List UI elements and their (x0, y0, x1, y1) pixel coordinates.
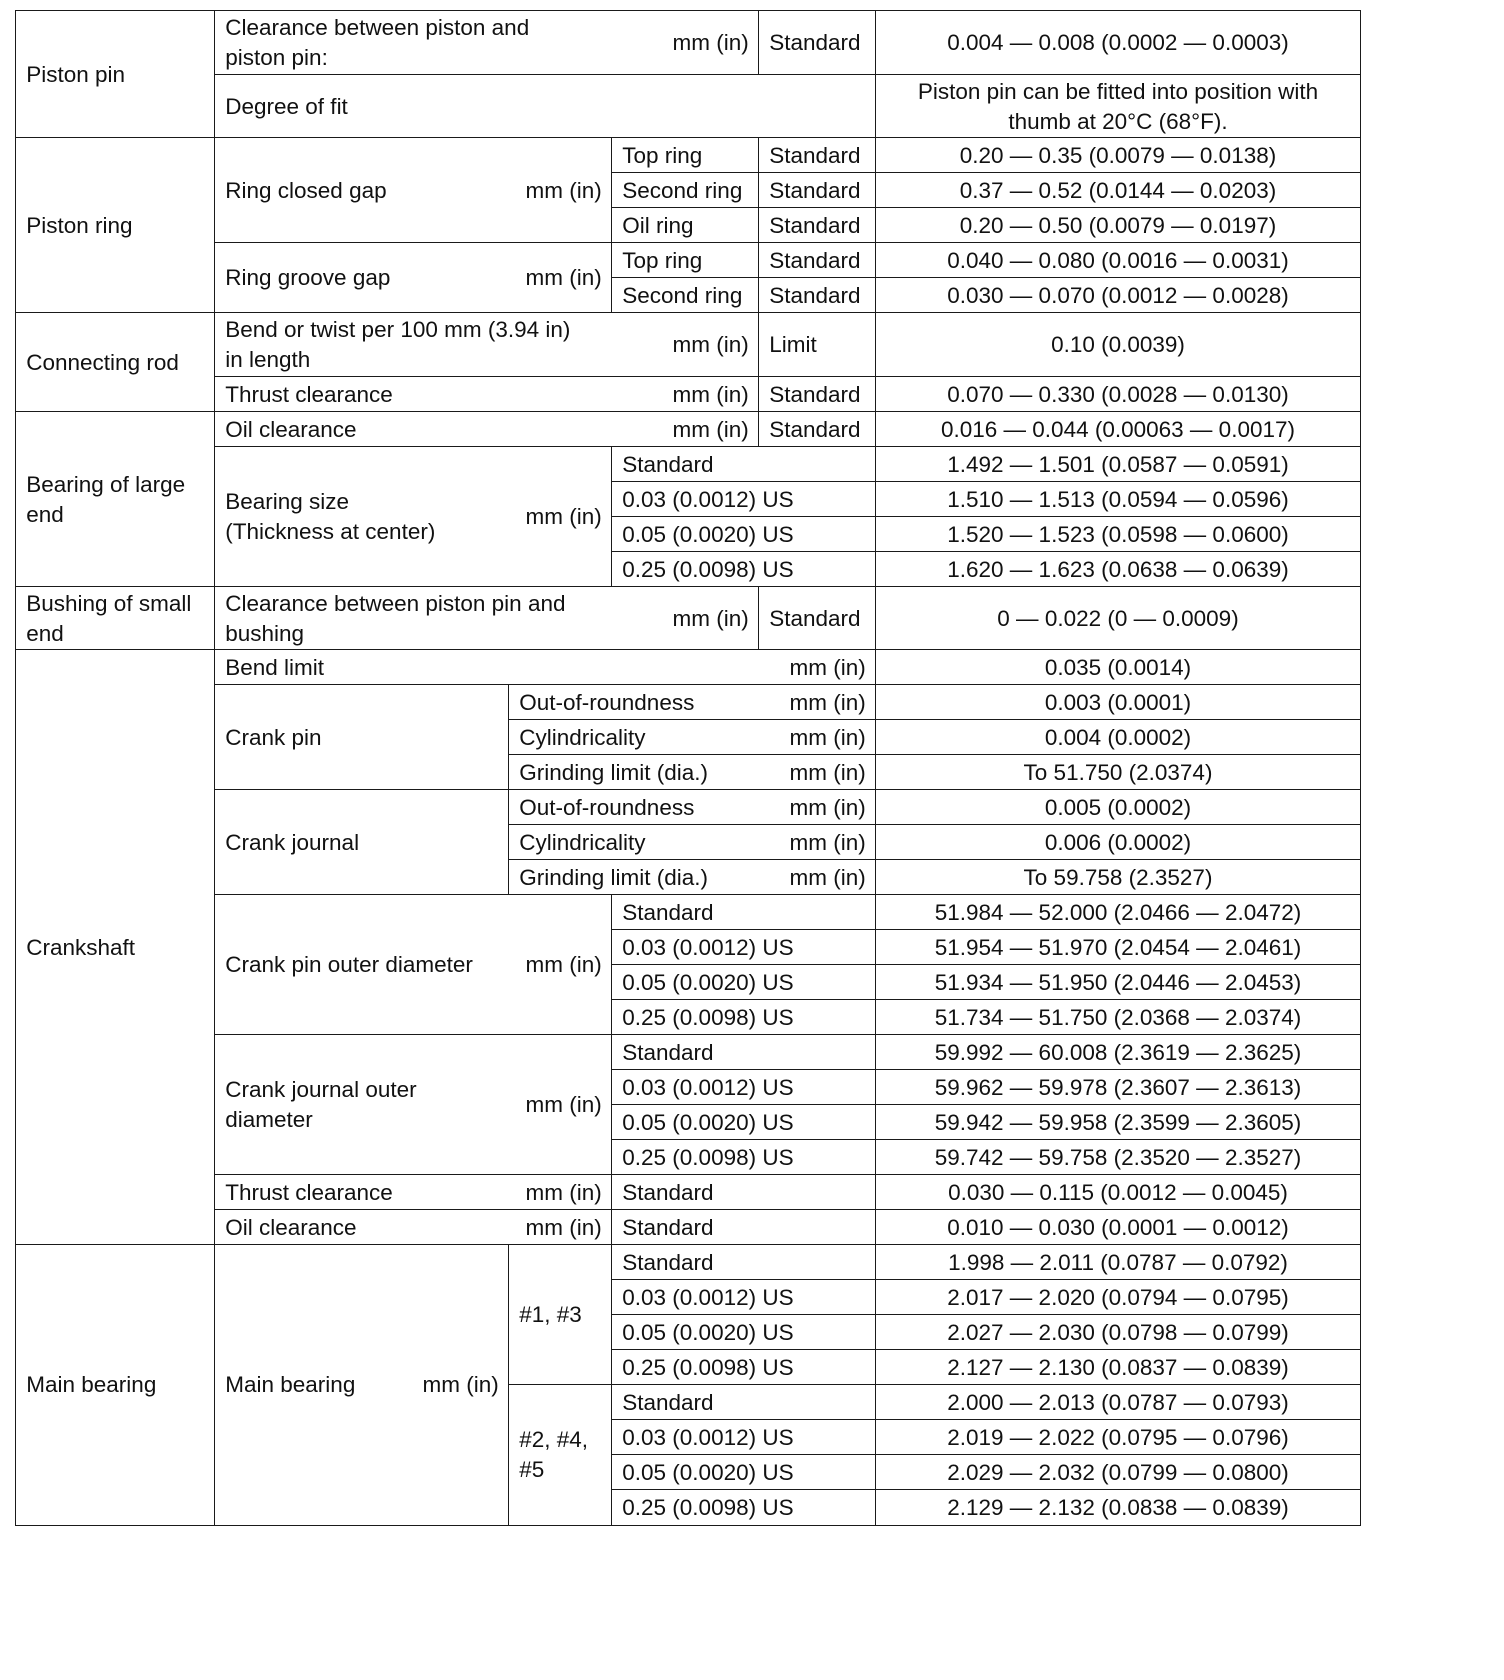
unit-label: mm (in) (789, 829, 866, 855)
crank-journal-label: Crank journal (214, 789, 510, 896)
crank-pin-item (508, 754, 877, 791)
ring-name: Top ring (611, 242, 760, 279)
crank-pin-label: Crank pin (214, 684, 510, 791)
crankshaft-oil-label-text: Oil clearance (225, 1214, 357, 1240)
specification-table (16, 11, 1465, 1640)
ring-type: Standard (758, 277, 877, 314)
crank-journal-od-value: 59.992 — 60.008 (2.3619 — 2.3625) (875, 1034, 1361, 1071)
main-bearing-value: 2.127 — 2.130 (0.0837 — 0.0839) (875, 1349, 1361, 1386)
crankshaft-thrust-label-text: Thrust clearance (225, 1179, 393, 1205)
ring-value: 0.040 — 0.080 (0.0016 — 0.0031) (875, 242, 1361, 279)
main-bearing-value: 2.129 — 2.132 (0.0838 — 0.0839) (875, 1489, 1361, 1526)
crank-pin-item (508, 719, 877, 756)
crank-journal-value: 0.005 (0.0002) (875, 789, 1361, 826)
unit-label: mm (in) (525, 177, 602, 203)
large-end-grade: 0.05 (0.0020) US (611, 516, 877, 553)
ring-name: Second ring (611, 172, 760, 209)
ring-name: Oil ring (611, 207, 760, 244)
large-end-grade: Standard (611, 446, 877, 483)
main-bearing-value: 2.000 — 2.013 (0.0787 — 0.0793) (875, 1384, 1361, 1421)
rod-bend-label-text: Bend or twist per 100 mm (3.94 in) in length (225, 317, 571, 372)
crank-pin-od-label-text: Crank pin outer diameter (225, 952, 473, 977)
crank-journal-od-grade: 0.03 (0.0012) US (611, 1069, 877, 1106)
main-bearing-grade: 0.25 (0.0098) US (611, 1489, 877, 1526)
crank-pin-od-grade: 0.03 (0.0012) US (611, 929, 877, 966)
section-label-small-end: Bushing of small end (15, 586, 216, 651)
unit-label: mm (in) (789, 724, 866, 750)
section-label-piston-pin: Piston pin (15, 10, 216, 139)
main-bearing-grade: Standard (611, 1384, 877, 1421)
unit-label: mm (in) (789, 794, 866, 820)
main-bearing-grade: 0.03 (0.0012) US (611, 1279, 877, 1316)
large-end-value: 1.620 — 1.623 (0.0638 — 0.0639) (875, 551, 1361, 588)
large-end-oil-value: 0.016 — 0.044 (0.00063 — 0.0017) (875, 411, 1361, 448)
crank-journal-item (508, 859, 877, 896)
crank-pin-value: 0.003 (0.0001) (875, 684, 1361, 721)
crank-journal-od-value: 59.962 — 59.978 (2.3607 — 2.3613) (875, 1069, 1361, 1106)
crank-pin-od-value: 51.934 — 51.950 (2.0446 — 2.0453) (875, 964, 1361, 1001)
ring-type: Standard (758, 207, 877, 244)
large-end-oil-type: Standard (758, 411, 877, 448)
unit-label: mm (in) (672, 416, 749, 442)
unit-label: mm (in) (672, 381, 749, 407)
main-bearing-value: 2.019 — 2.022 (0.0795 — 0.0796) (875, 1419, 1361, 1456)
crank-pin-od-value: 51.734 — 51.750 (2.0368 — 2.0374) (875, 999, 1361, 1036)
section-label-large-end: Bearing of large end (15, 411, 216, 588)
crank-journal-od-grade: 0.25 (0.0098) US (611, 1139, 877, 1176)
unit-label: mm (in) (672, 332, 749, 357)
crankshaft-oil-type: Standard (611, 1209, 877, 1246)
large-end-value: 1.492 — 1.501 (0.0587 — 0.0591) (875, 446, 1361, 483)
section-label-main-bearing: Main bearing (15, 1244, 216, 1526)
piston-pin-fit-value: Piston pin can be fitted into position with thumb at 20°C (68°F). (875, 74, 1361, 139)
main-bearing-value: 2.027 — 2.030 (0.0798 — 0.0799) (875, 1314, 1361, 1351)
unit-label: mm (in) (525, 1179, 602, 1205)
crank-journal-value: 0.006 (0.0002) (875, 824, 1361, 861)
unit-label: mm (in) (789, 759, 866, 785)
unit-label: mm (in) (789, 689, 866, 715)
crank-journal-item-text: Out-of-roundness (519, 794, 695, 820)
unit-label: mm (in) (525, 265, 602, 290)
piston-pin-clearance-label-text: Clearance between piston and piston pin: (225, 15, 530, 70)
large-end-size-label (214, 446, 613, 588)
small-end-value: 0 — 0.022 (0 — 0.0009) (875, 586, 1361, 651)
section-label-crankshaft: Crankshaft (15, 649, 216, 1246)
crankshaft-thrust-value: 0.030 — 0.115 (0.0012 — 0.0045) (875, 1174, 1361, 1211)
piston-pin-fit-label: Degree of fit (214, 74, 877, 139)
unit-label: mm (in) (422, 1372, 499, 1397)
rod-thrust-label-text: Thrust clearance (225, 381, 393, 407)
main-bearing-item-label (214, 1244, 510, 1526)
piston-pin-clearance-value: 0.004 — 0.008 (0.0002 — 0.0003) (875, 10, 1361, 76)
rod-thrust-value: 0.070 — 0.330 (0.0028 — 0.0130) (875, 376, 1361, 413)
ring-groove-gap-label-text: Ring groove gap (225, 265, 391, 290)
main-bearing-item-label-text: Main bearing (225, 1372, 356, 1397)
crankshaft-oil-label (214, 1209, 613, 1246)
unit-label: mm (in) (525, 1214, 602, 1240)
small-end-clearance-label-text: Clearance between piston pin and bushing (225, 590, 566, 646)
crank-journal-od-value: 59.742 — 59.758 (2.3520 — 2.3527) (875, 1139, 1361, 1176)
unit-label: mm (in) (672, 605, 749, 631)
crankshaft-oil-value: 0.010 — 0.030 (0.0001 — 0.0012) (875, 1209, 1361, 1246)
crank-journal-od-value: 59.942 — 59.958 (2.3599 — 2.3605) (875, 1104, 1361, 1141)
main-bearing-grade: 0.03 (0.0012) US (611, 1419, 877, 1456)
large-end-grade: 0.25 (0.0098) US (611, 551, 877, 588)
small-end-type: Standard (758, 586, 877, 651)
main-bearing-grade: 0.05 (0.0020) US (611, 1454, 877, 1491)
small-end-clearance-label (214, 586, 760, 651)
large-end-size-label-text: Bearing size (Thickness at center) (225, 489, 436, 544)
crank-pin-od-grade: 0.25 (0.0098) US (611, 999, 877, 1036)
rod-thrust-label (214, 376, 760, 413)
ring-name: Second ring (611, 277, 760, 314)
large-end-value: 1.510 — 1.513 (0.0594 — 0.0596) (875, 481, 1361, 518)
rod-thrust-type: Standard (758, 376, 877, 413)
crank-journal-item-text: Cylindricality (519, 829, 646, 855)
crank-journal-od-label (214, 1034, 613, 1176)
main-bearing-value: 2.029 — 2.032 (0.0799 — 0.0800) (875, 1454, 1361, 1491)
large-end-oil-label (214, 411, 760, 448)
unit-label: mm (in) (525, 952, 602, 977)
crankshaft-bend-label (214, 649, 877, 686)
crankshaft-thrust-type: Standard (611, 1174, 877, 1211)
crank-pin-item-text: Grinding limit (dia.) (519, 759, 709, 785)
ring-name: Top ring (611, 137, 760, 174)
crank-pin-value: 0.004 (0.0002) (875, 719, 1361, 756)
piston-pin-clearance-type: Standard (758, 10, 877, 76)
rod-bend-label (214, 312, 760, 378)
main-bearing-value: 1.998 — 2.011 (0.0787 — 0.0792) (875, 1244, 1361, 1281)
unit-label: mm (in) (789, 864, 866, 890)
section-label-piston-ring: Piston ring (15, 137, 216, 314)
crank-pin-item-text: Out-of-roundness (519, 689, 695, 715)
ring-type: Standard (758, 172, 877, 209)
section-label-connecting-rod: Connecting rod (15, 312, 216, 413)
ring-type: Standard (758, 137, 877, 174)
ring-closed-gap-label-text: Ring closed gap (225, 177, 387, 203)
ring-value: 0.20 — 0.35 (0.0079 — 0.0138) (875, 137, 1361, 174)
large-end-grade: 0.03 (0.0012) US (611, 481, 877, 518)
crank-journal-value: To 59.758 (2.3527) (875, 859, 1361, 896)
ring-closed-gap-label (214, 137, 613, 244)
crank-pin-od-grade: Standard (611, 894, 877, 931)
main-bearing-value: 2.017 — 2.020 (0.0794 — 0.0795) (875, 1279, 1361, 1316)
main-bearing-group-2: #2, #4, #5 (508, 1384, 613, 1526)
main-bearing-group-1: #1, #3 (508, 1244, 613, 1386)
large-end-value: 1.520 — 1.523 (0.0598 — 0.0600) (875, 516, 1361, 553)
crank-journal-od-grade: Standard (611, 1034, 877, 1071)
unit-label: mm (in) (672, 30, 749, 55)
crank-pin-od-value: 51.984 — 52.000 (2.0466 — 2.0472) (875, 894, 1361, 931)
rod-bend-type: Limit (758, 312, 877, 378)
unit-label: mm (in) (525, 504, 602, 529)
crank-journal-item (508, 824, 877, 861)
crankshaft-bend-label-text: Bend limit (225, 654, 325, 680)
ring-type: Standard (758, 242, 877, 279)
crank-pin-item-text: Cylindricality (519, 724, 646, 750)
large-end-oil-label-text: Oil clearance (225, 416, 357, 442)
crankshaft-thrust-label (214, 1174, 613, 1211)
crank-pin-value: To 51.750 (2.0374) (875, 754, 1361, 791)
ring-groove-gap-label (214, 242, 613, 314)
ring-value: 0.20 — 0.50 (0.0079 — 0.0197) (875, 207, 1361, 244)
crank-pin-item (508, 684, 877, 721)
ring-value: 0.37 — 0.52 (0.0144 — 0.0203) (875, 172, 1361, 209)
crank-journal-item-text: Grinding limit (dia.) (519, 864, 709, 890)
crank-pin-od-value: 51.954 — 51.970 (2.0454 — 2.0461) (875, 929, 1361, 966)
unit-label: mm (in) (789, 654, 866, 680)
ring-value: 0.030 — 0.070 (0.0012 — 0.0028) (875, 277, 1361, 314)
unit-label: mm (in) (525, 1092, 602, 1117)
crank-journal-item (508, 789, 877, 826)
crank-pin-od-label (214, 894, 613, 1036)
main-bearing-grade: Standard (611, 1244, 877, 1281)
main-bearing-grade: 0.05 (0.0020) US (611, 1314, 877, 1351)
crank-pin-od-grade: 0.05 (0.0020) US (611, 964, 877, 1001)
crank-journal-od-grade: 0.05 (0.0020) US (611, 1104, 877, 1141)
crank-journal-od-label-text: Crank journal outer diameter (225, 1077, 417, 1132)
rod-bend-value: 0.10 (0.0039) (875, 312, 1361, 378)
piston-pin-clearance-label (214, 10, 760, 76)
crankshaft-bend-value: 0.035 (0.0014) (875, 649, 1361, 686)
main-bearing-grade: 0.25 (0.0098) US (611, 1349, 877, 1386)
